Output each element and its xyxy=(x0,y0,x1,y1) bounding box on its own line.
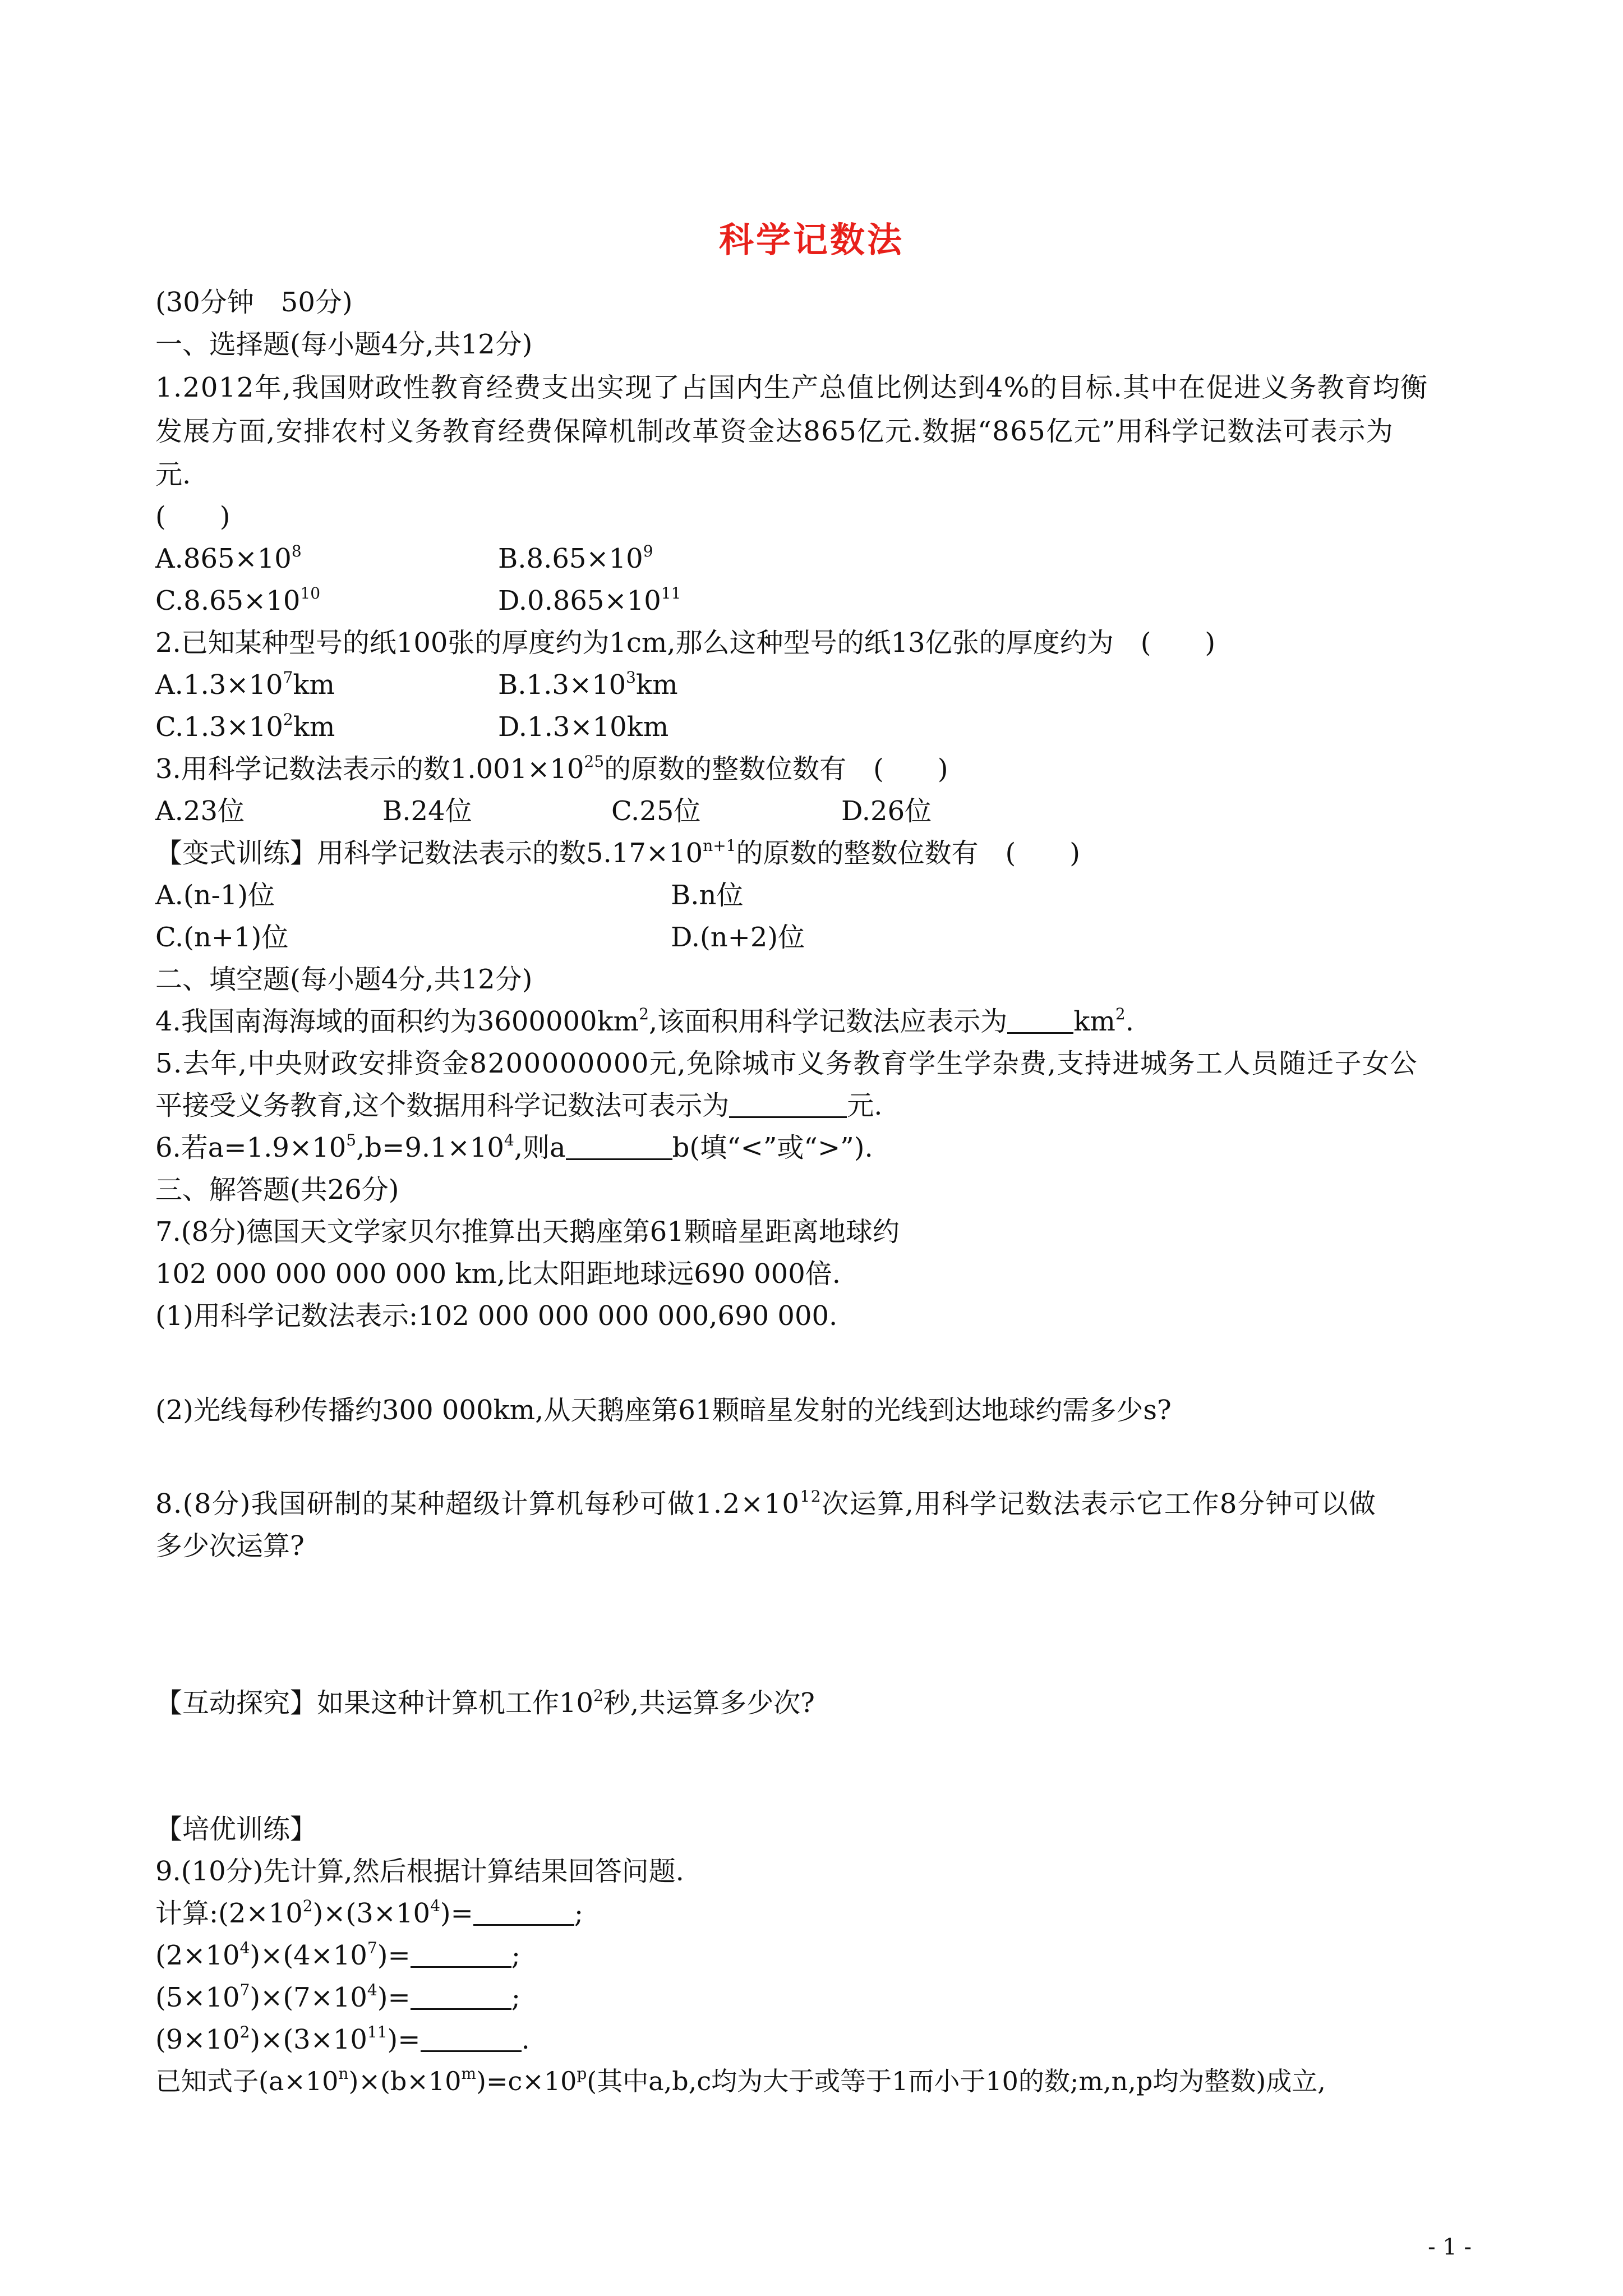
q9-last-c: )=c×10 xyxy=(476,2066,577,2096)
q9-last-ae: n xyxy=(338,2064,349,2083)
q9-r2-end: ; xyxy=(511,1940,520,1971)
q9-r4-c: )= xyxy=(387,2024,421,2055)
q2-option-c-unit: km xyxy=(293,711,335,743)
q9-r1-b: )×(3×10 xyxy=(312,1898,431,1929)
q6-mid: ,则a xyxy=(514,1132,566,1163)
q6-text xyxy=(155,1131,873,1163)
q9-r2-be: 7 xyxy=(367,1939,377,1957)
q1-line-2: 发展方面,安排农村义务教育经费保障机制改革资金达865亿元.数据“865亿元”用科学记数法可表示为 xyxy=(155,416,1394,447)
q6-b-exp: 4 xyxy=(504,1131,514,1149)
q2-option-c xyxy=(155,710,335,743)
q9-intro: 9.(10分)先计算,然后根据计算结果回答问题. xyxy=(155,1856,684,1887)
q9-r4-end: . xyxy=(521,2024,530,2055)
q3-text-pre: 3.用科学记数法表示的数1.001×10 xyxy=(155,753,584,785)
q9-row-3 xyxy=(155,1981,520,2013)
explore-pre: 【互动探究】如果这种计算机工作10 xyxy=(155,1687,594,1719)
q1-option-b xyxy=(498,542,653,574)
q9-last-a: 已知式子(a×10 xyxy=(155,2066,339,2096)
q9-row-2 xyxy=(155,1939,520,1971)
time-score-meta: (30分钟 50分) xyxy=(155,287,353,318)
q6-post: b(填“<”或“>”). xyxy=(672,1132,873,1163)
q7-line-4: (2)光线每秒传播约300 000km,从天鹅座第61颗暗星发射的光线到达地球约需多少s? xyxy=(155,1395,1172,1426)
q2-option-b-unit: km xyxy=(636,669,678,701)
q1-option-d-exp: 11 xyxy=(661,584,681,602)
q9-r3-a: (5×10 xyxy=(155,1982,240,2013)
q9-r3-be: 4 xyxy=(367,1981,377,1999)
variant-option-d: D.(n+2)位 xyxy=(671,922,805,953)
page-number: - 1 - xyxy=(1428,2234,1472,2260)
q3-exp: 25 xyxy=(584,752,605,771)
q2-option-c-exp: 2 xyxy=(283,710,293,729)
q9-r3-ae: 7 xyxy=(239,1981,250,1999)
q6-answer-blank[interactable] xyxy=(566,1136,672,1160)
q2-option-d: D.1.3×10km xyxy=(498,711,669,743)
q7-line-1: 7.(8分)德国天文学家贝尔推算出天鹅座第61颗暗星距离地球约 xyxy=(155,1216,900,1248)
section-2-heading: 二、填空题(每小题4分,共12分) xyxy=(155,964,533,995)
q9-r2-c: )= xyxy=(377,1940,411,1971)
q4-exp: 2 xyxy=(639,1005,649,1023)
q9-r3-c: )= xyxy=(377,1982,411,2013)
q4-unit-exp: 2 xyxy=(1115,1005,1126,1023)
q9-r4-blank[interactable] xyxy=(421,2028,522,2052)
q9-r1-end: ; xyxy=(574,1898,584,1929)
q2-text: 2.已知某种型号的纸100张的厚度约为1cm,那么这种型号的纸13亿张的厚度约为 ( ) xyxy=(155,627,1216,659)
q9-r1-be: 4 xyxy=(430,1897,440,1915)
q5-line-1: 5.去年,中央财政安排资金8200000000元,免除城市义务教育学生学杂费,支持进城务工人员随迁子女公 xyxy=(155,1048,1418,1079)
q6-a: 6.若a=1.9×10 xyxy=(155,1132,347,1163)
q4-unit: km xyxy=(1073,1006,1115,1037)
q2-option-a-base: A.1.3×10 xyxy=(155,669,283,701)
q2-option-b-exp: 3 xyxy=(626,668,636,687)
q5-line-2 xyxy=(155,1092,883,1119)
q4-text-mid: ,该面积用科学记数法应表示为 xyxy=(649,1006,1008,1037)
q1-option-a xyxy=(155,542,302,574)
explore-post: 秒,共运算多少次? xyxy=(603,1687,815,1719)
q9-r1-blank[interactable] xyxy=(473,1902,574,1926)
q1-option-a-base: A.865×10 xyxy=(155,543,292,574)
q5-line-2-pre: 平接受义务教育,这个数据用科学记数法可表示为 xyxy=(155,1090,730,1121)
q1-line-1: 1.2012年,我国财政性教育经费支出实现了占国内生产总值比例达到4%的目标.其中在促进义务教育均衡 xyxy=(155,372,1428,403)
variant-option-a: A.(n-1)位 xyxy=(155,880,275,911)
q7-line-2: 102 000 000 000 000 km,比太阳距地球远690 000倍. xyxy=(155,1258,841,1290)
variant-option-c: C.(n+1)位 xyxy=(155,922,289,953)
variant-option-b: B.n位 xyxy=(671,880,744,911)
q9-r4-ae: 2 xyxy=(239,2023,250,2041)
q9-r1-c: )= xyxy=(440,1898,473,1929)
q9-r3-blank[interactable] xyxy=(411,1986,511,2010)
q4-answer-blank[interactable] xyxy=(1007,1010,1073,1034)
q2-option-c-base: C.1.3×10 xyxy=(155,711,283,743)
q1-option-c-base: C.8.65×10 xyxy=(155,585,301,616)
q2-option-a-unit: km xyxy=(293,669,335,701)
q1-option-c-exp: 10 xyxy=(300,584,321,602)
q4-text-pre: 4.我国南海海域的面积约为3600000km xyxy=(155,1006,639,1037)
q5-line-2-post: 元. xyxy=(847,1090,883,1121)
q3-option-c: C.25位 xyxy=(611,795,701,827)
q9-r4-a: (9×10 xyxy=(155,2024,240,2055)
section-1-heading: 一、选择题(每小题4分,共12分) xyxy=(155,329,533,360)
page-title: 科学记数法 xyxy=(718,219,904,260)
q2-option-a xyxy=(155,668,335,701)
variant-text xyxy=(155,836,1080,869)
q9-row-4 xyxy=(155,2023,530,2055)
q6-b: ,b=9.1×10 xyxy=(356,1132,504,1163)
q9-last-line xyxy=(155,2064,1326,2096)
q1-line-3: 元. xyxy=(155,459,191,490)
q2-option-b xyxy=(498,668,678,701)
q8-post: 次运算,用科学记数法表示它工作8分钟可以做 xyxy=(822,1488,1377,1520)
variant-text-pre: 【变式训练】用科学记数法表示的数5.17×10 xyxy=(155,838,703,869)
q3-option-a: A.23位 xyxy=(155,795,245,827)
q4-text xyxy=(155,1005,1134,1037)
variant-exp: n+1 xyxy=(703,836,736,855)
q9-r4-be: 11 xyxy=(367,2023,388,2041)
q5-answer-blank[interactable] xyxy=(729,1094,847,1118)
q1-option-b-base: B.8.65×10 xyxy=(498,543,643,574)
q9-last-d: (其中a,b,c均为大于或等于1而小于10的数;m,n,p均为整数)成立, xyxy=(587,2066,1326,2096)
q1-option-c xyxy=(155,584,321,616)
q8-line-1 xyxy=(155,1487,1377,1520)
q4-end: . xyxy=(1125,1006,1134,1037)
q9-r2-blank[interactable] xyxy=(411,1944,511,1968)
q9-row-1 xyxy=(155,1897,584,1929)
q9-r2-a: (2×10 xyxy=(155,1940,240,1971)
q9-r2-b: )×(4×10 xyxy=(250,1940,367,1971)
enrich-heading: 【培优训练】 xyxy=(155,1814,317,1845)
section-3-heading: 三、解答题(共26分) xyxy=(155,1174,399,1205)
q1-option-d xyxy=(498,584,681,616)
q1-option-a-exp: 8 xyxy=(291,542,302,560)
q9-last-ce: p xyxy=(577,2064,587,2083)
q3-text-post: 的原数的整数位数有 ( ) xyxy=(604,753,948,785)
q9-r1-a: 计算:(2×10 xyxy=(155,1898,303,1929)
q3-option-d: D.26位 xyxy=(841,795,932,827)
q9-r4-b: )×(3×10 xyxy=(250,2024,367,2055)
q9-r2-ae: 4 xyxy=(239,1939,250,1957)
q1-option-b-exp: 9 xyxy=(643,542,653,560)
q9-last-be: m xyxy=(461,2064,477,2083)
q3-text xyxy=(155,752,948,785)
q6-a-exp: 5 xyxy=(346,1131,357,1149)
q9-last-b: )×(b×10 xyxy=(348,2066,462,2096)
explore-exp: 2 xyxy=(593,1686,603,1705)
q2-option-a-exp: 7 xyxy=(283,668,293,687)
q8-line-2: 多少次运算? xyxy=(155,1530,305,1562)
q1-option-d-base: D.0.865×10 xyxy=(498,585,661,616)
q8-pre: 8.(8分)我国研制的某种超级计算机每秒可做1.2×10 xyxy=(155,1488,800,1520)
q1-answer-paren: ( ) xyxy=(155,501,230,532)
q3-option-b: B.24位 xyxy=(382,795,472,827)
variant-text-post: 的原数的整数位数有 ( ) xyxy=(736,838,1080,869)
q9-r3-b: )×(7×10 xyxy=(250,1982,367,2013)
explore-text xyxy=(155,1686,815,1719)
q9-r3-end: ; xyxy=(511,1982,520,2013)
q8-exp: 12 xyxy=(800,1487,822,1506)
q9-r1-ae: 2 xyxy=(302,1897,313,1915)
q7-line-3: (1)用科学记数法表示:102 000 000 000 000,690 000. xyxy=(155,1300,838,1332)
q2-option-b-base: B.1.3×10 xyxy=(498,669,626,701)
